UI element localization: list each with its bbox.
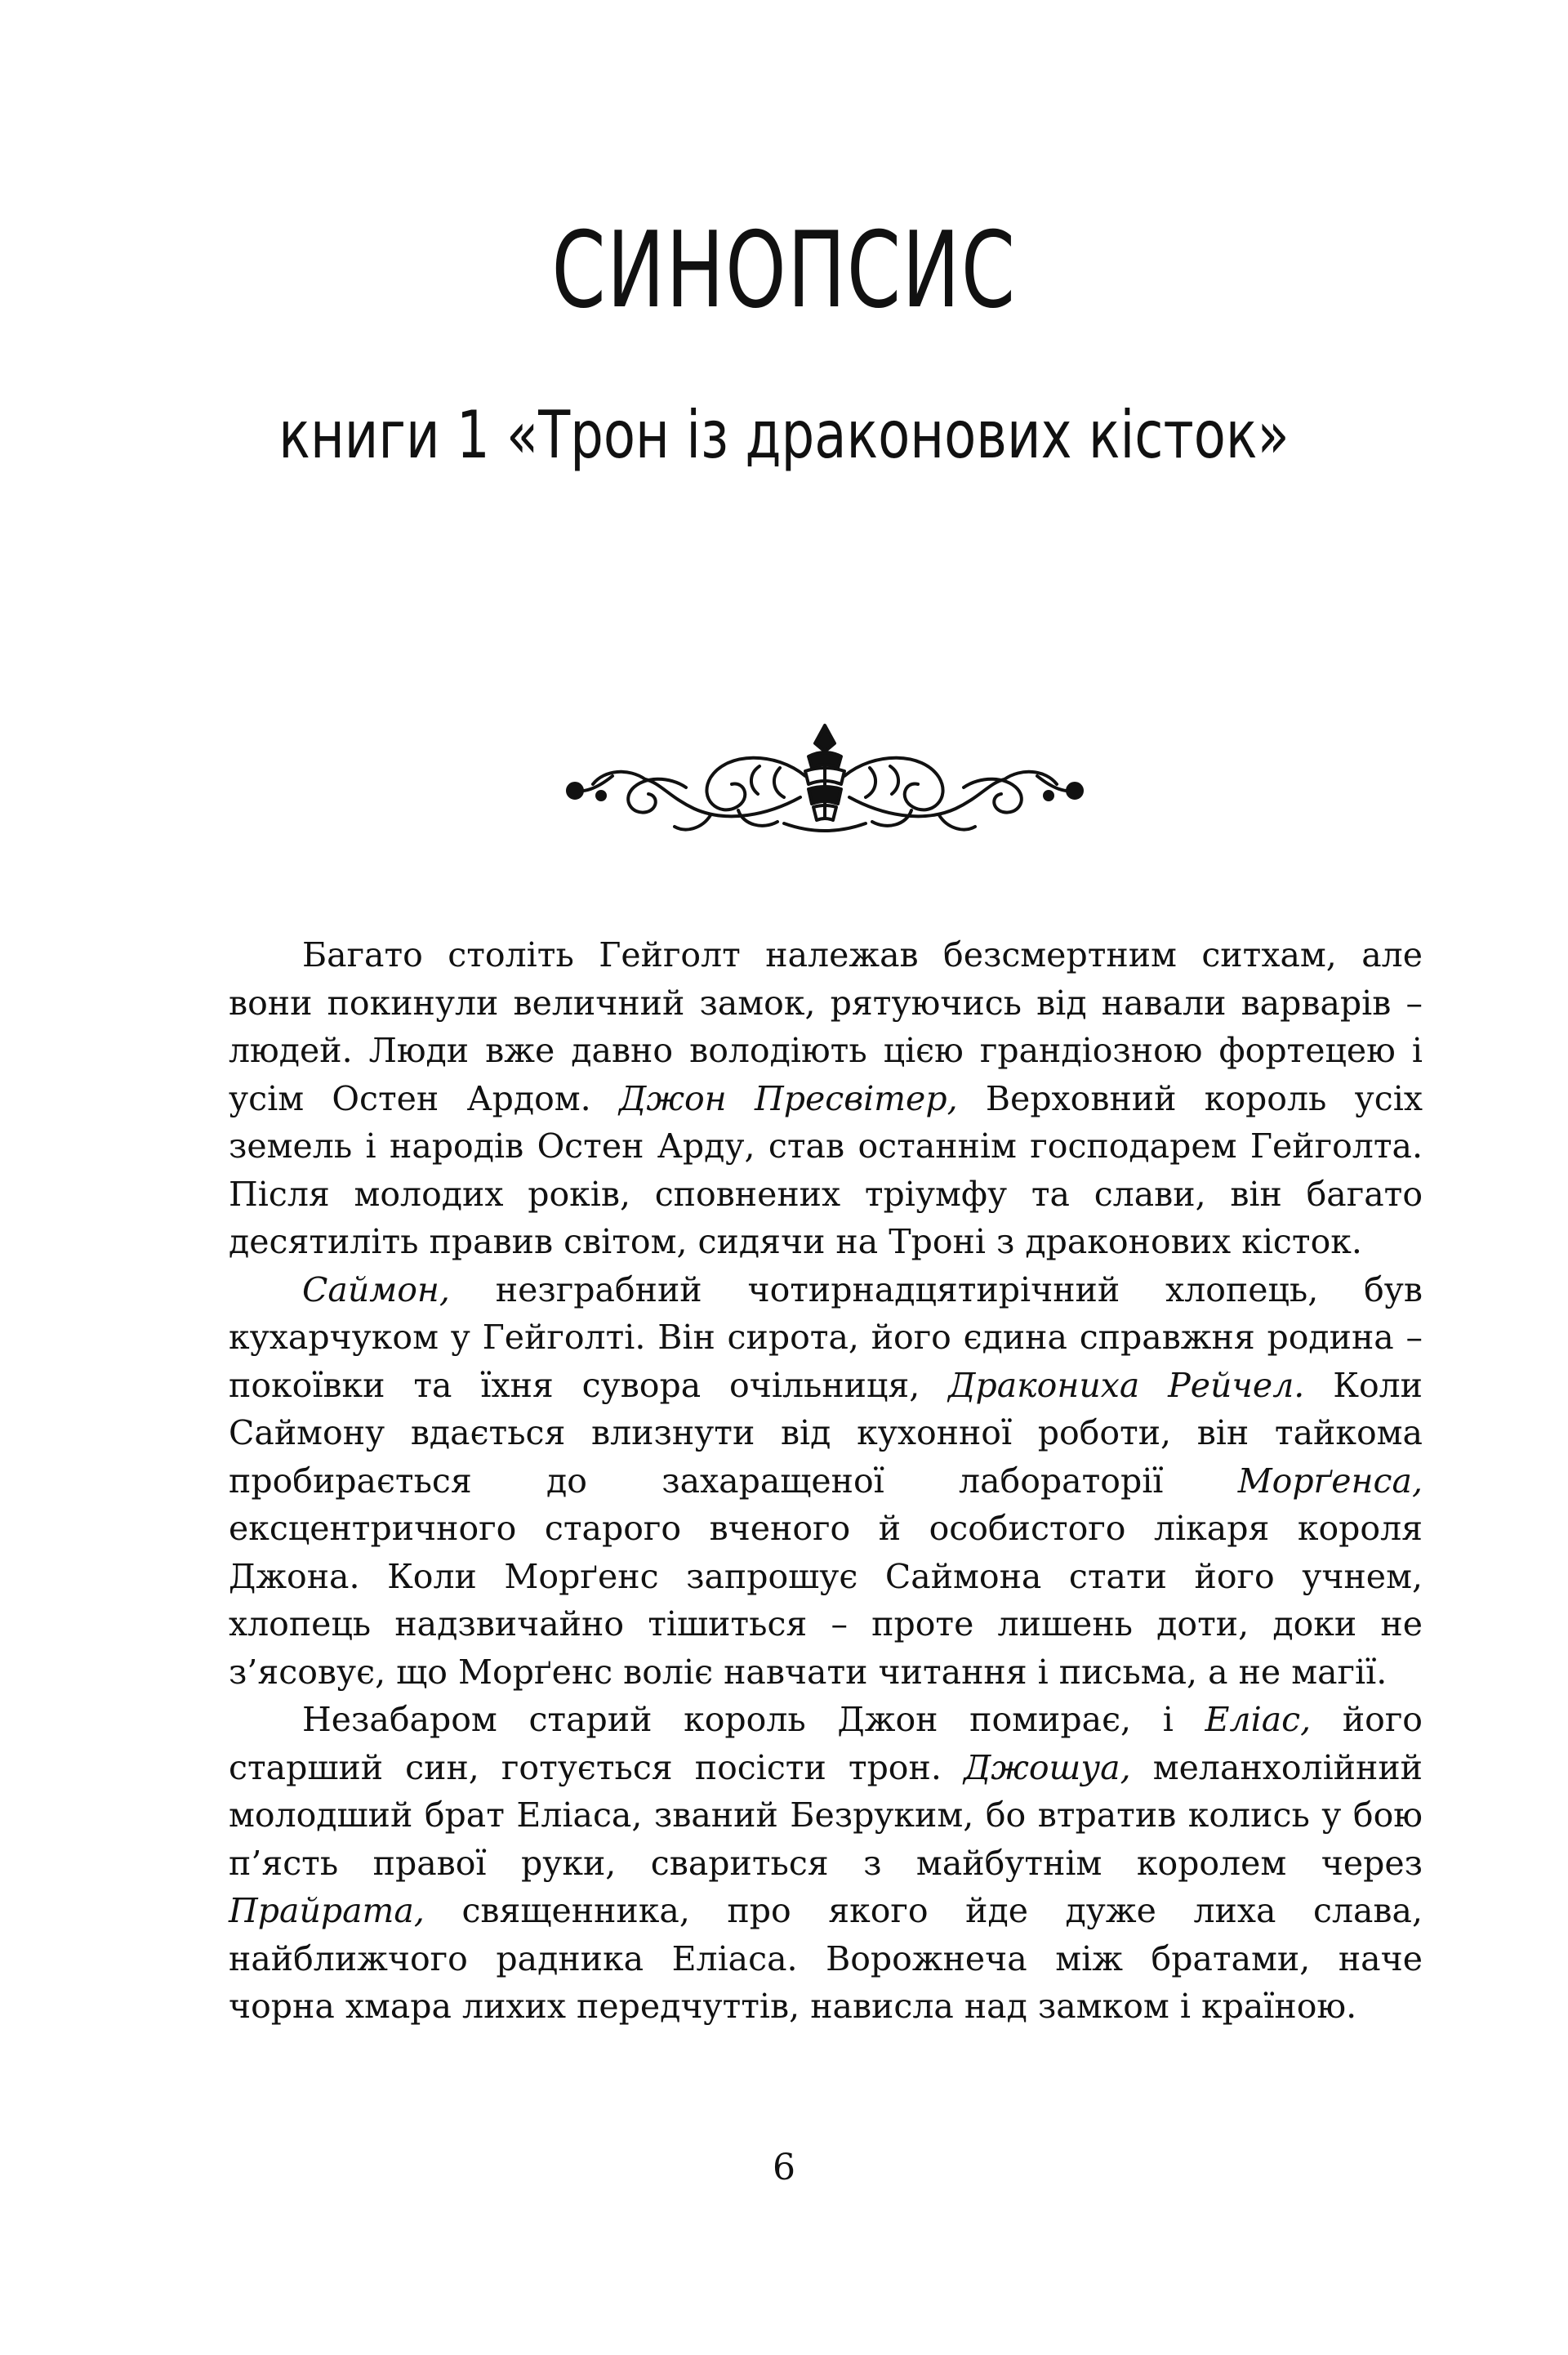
paragraph-text: незграбний чотирнадцятирічний хлопець, був кухарчуком у Гейголті. Він сирота, його єдина справжня родина – покоївки та їхня сувора очільниця, bbox=[229, 1269, 1423, 1405]
paragraph-text: меланхолійний молодший брат Еліаса, званий Безруким, бо втратив колись у бою п’ясть правої руки, свариться з майбутнім королем через bbox=[229, 1747, 1423, 1883]
paragraph-text: Багато століть Гейголт належав безсмертним ситхам, але вони покинули величний замок, рятуючись від навали варварів – людей. Люди вже давно володіють цією грандіозною фортецею і усім Остен Ардом. bbox=[229, 935, 1423, 1118]
page-number: 6 bbox=[773, 2147, 795, 2188]
paragraph-text: Коли Саймону вдається влизнути від кухонної роботи, він тайкома пробирається до захаращеної лабораторії bbox=[229, 1365, 1423, 1501]
paragraph-text: Верховний король усіх земель і народів Остен Арду, став останнім господарем Гейголта. Після молодих років, сповнених тріумфу та слави, він багато десятиліть правив світом, сидячи на Троні з драконових кісток. bbox=[229, 1078, 1423, 1261]
page-title: СИНОПСИС bbox=[551, 210, 1017, 332]
paragraph bbox=[229, 931, 1423, 1266]
synopsis-body bbox=[229, 931, 1423, 2031]
italic-name-text: Саймон, bbox=[302, 1269, 450, 1309]
italic-name-text: Джошуа, bbox=[963, 1747, 1131, 1787]
italic-name-text: Прайрата, bbox=[229, 1891, 425, 1930]
paragraph-text: ексцентричного старого вченого й особистого лікаря короля Джона. Коли Морґенс запрошує Саймона стати його учнем, хлопець надзвичайно тішиться – проте лишень доти, доки не з’ясовує, що Морґенс воліє навчати читання і письма, а не магії. bbox=[229, 1509, 1423, 1692]
baroque-acanthus-ornament-icon bbox=[564, 719, 1086, 841]
italic-name-text: Джон Пресвітер, bbox=[619, 1078, 958, 1118]
paragraph bbox=[229, 1266, 1423, 1697]
paragraph bbox=[229, 1696, 1423, 2031]
paragraph-text: його старший син, готується посісти трон. bbox=[229, 1700, 1423, 1787]
italic-name-text: Еліас, bbox=[1205, 1700, 1312, 1739]
paragraph-text: Незабаром старий король Джон помирає, і bbox=[302, 1700, 1205, 1739]
page-subtitle: книги 1 «Трон із драконових кісток» bbox=[278, 397, 1290, 473]
italic-name-text: Дракониха Рейчел. bbox=[948, 1365, 1305, 1405]
italic-name-text: Морґенса, bbox=[1237, 1461, 1423, 1501]
paragraph-text: священника, про якого йде дуже лиха слава, найближчого радника Еліаса. Ворожнеча між братами, наче чорна хмара лихих передчуттів, нависла над замком і країною. bbox=[229, 1891, 1423, 2026]
